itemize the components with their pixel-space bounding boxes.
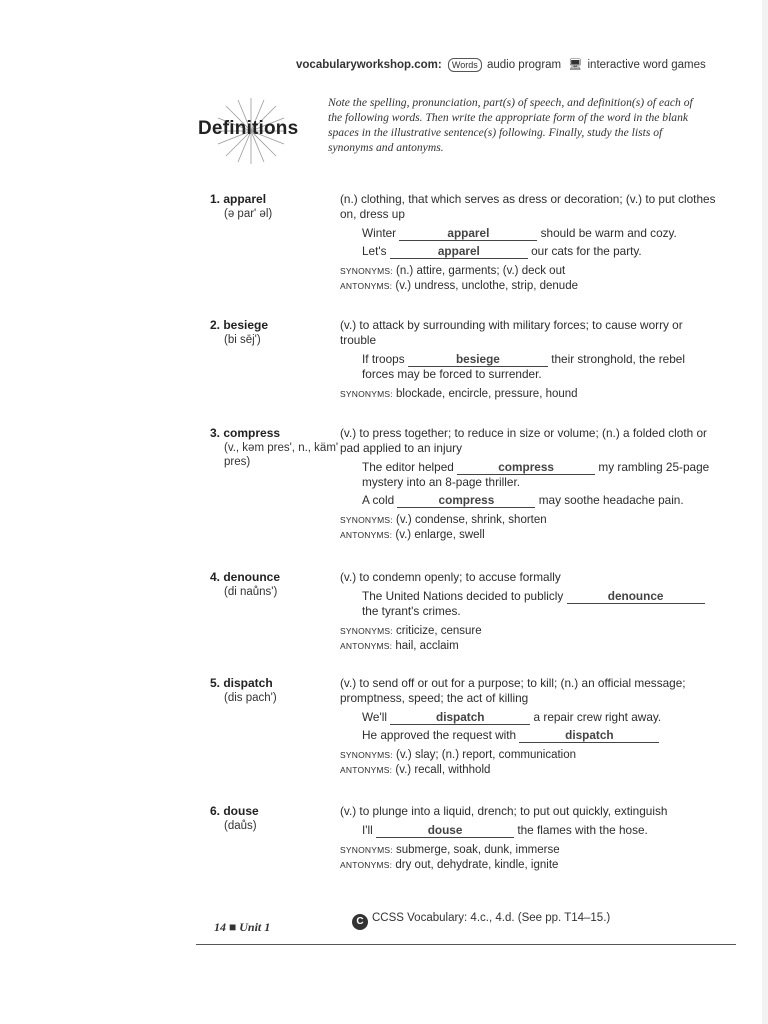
definition: (v.) to attack by surrounding with military forces; to cause worry or trouble: [340, 318, 683, 347]
example-sentence: The editor helped compress my rambling 25-page mystery into an 8-page thriller.: [362, 460, 710, 489]
headword: 3. compress: [210, 426, 281, 440]
answer-blank[interactable]: apparel: [390, 245, 528, 259]
definition: (n.) clothing, that which serves as dress or decoration; (v.) to put clothes on, dress up: [340, 192, 716, 221]
definition: (v.) to condemn openly; to accuse formally: [340, 570, 561, 584]
antonyms: ANTONYMS: dry out, dehydrate, kindle, ignite: [340, 859, 559, 871]
example-sentence: We'll dispatch a repair crew right away.: [362, 710, 662, 724]
example-sentence: Winter apparel should be warm and cozy.: [362, 226, 677, 240]
word-games-label: interactive word games: [587, 59, 706, 71]
antonyms: ANTONYMS: hail, acclaim: [340, 640, 459, 652]
synonyms: SYNONYMS: criticize, censure: [340, 625, 482, 637]
section-title: Definitions: [198, 118, 299, 139]
computer-games-icon: 🖥: [568, 59, 583, 71]
pronunciation: (ə par' əl): [224, 208, 273, 220]
audio-program-label: audio program: [486, 59, 562, 71]
pronunciation: (bi sēj'): [224, 334, 261, 346]
antonyms: ANTONYMS: (v.) recall, withhold: [340, 764, 491, 776]
footer-rule: [196, 944, 736, 945]
pronunciation: (v., kəm pres', n., käm' pres): [224, 442, 339, 468]
headword: 1. apparel: [210, 192, 267, 206]
antonyms: ANTONYMS: (v.) undress, unclothe, strip, denude: [340, 280, 578, 292]
site-link[interactable]: vocabularyworkshop.com:: [296, 59, 442, 71]
definition: (v.) to send off or out for a purpose; to kill; (n.) an official message; promptness, speed; the act of killing: [340, 676, 686, 705]
antonyms: ANTONYMS: (v.) enlarge, swell: [340, 529, 485, 541]
answer-blank[interactable]: douse: [376, 824, 514, 838]
answer-blank[interactable]: dispatch: [390, 711, 530, 725]
example-sentence: I'll douse the flames with the hose.: [362, 823, 648, 837]
page-number: 14 ■ Unit 1: [214, 920, 271, 934]
synonyms: SYNONYMS: submerge, soak, dunk, immerse: [340, 844, 560, 856]
synonyms: SYNONYMS: blockade, encircle, pressure, hound: [340, 388, 578, 400]
headword: 6. douse: [210, 804, 259, 818]
definition: (v.) to press together; to reduce in size or volume; (n.) a folded cloth or pad applied to an injury: [340, 426, 707, 455]
synonyms: SYNONYMS: (v.) condense, shrink, shorten: [340, 514, 547, 526]
answer-blank[interactable]: apparel: [399, 227, 537, 241]
answer-blank[interactable]: compress: [397, 494, 535, 508]
pronunciation: (di naůns'): [224, 586, 278, 598]
answer-blank[interactable]: besiege: [408, 353, 548, 367]
answer-blank[interactable]: denounce: [567, 590, 705, 604]
synonyms: SYNONYMS: (n.) attire, garments; (v.) deck out: [340, 265, 566, 277]
example-sentence: A cold compress may soothe headache pain.: [362, 493, 684, 507]
example-sentence: The United Nations decided to publicly denounce the tyrant's crimes.: [362, 589, 720, 619]
definition: (v.) to plunge into a liquid, drench; to put out quickly, extinguish: [340, 804, 668, 818]
answer-blank[interactable]: compress: [457, 461, 595, 475]
instructions: Note the spelling, pronunciation, part(s) of speech, and definition(s) of each of the following words. Then write the appropriate form of the word in the blank spaces in the illustrative sentence(s) following. Finally, study the lists of synonyms and antonyms.: [328, 96, 693, 154]
answer-blank[interactable]: dispatch: [519, 729, 659, 743]
example-sentence: If troops besiege their stronghold, the rebel forces may be forced to surrender.: [362, 352, 685, 381]
synonyms: SYNONYMS: (v.) slay; (n.) report, communication: [340, 749, 577, 761]
headword: 2. besiege: [210, 318, 269, 332]
example-sentence: He approved the request with dispatch: [362, 728, 720, 743]
headword: 4. denounce: [210, 570, 281, 584]
example-sentence: Let's apparel our cats for the party.: [362, 244, 642, 258]
words-audio-icon: Words: [448, 58, 482, 72]
ccss-logo-icon: C: [352, 914, 368, 930]
pronunciation: (daůs): [224, 820, 257, 832]
resource-bar: [296, 58, 726, 72]
ccss-note: C CCSS Vocabulary: 4.c., 4.d. (See pp. T14–15.): [352, 912, 610, 930]
headword: 5. dispatch: [210, 676, 273, 690]
scan-edge: [762, 0, 768, 1024]
pronunciation: (dis pach'): [224, 692, 277, 704]
